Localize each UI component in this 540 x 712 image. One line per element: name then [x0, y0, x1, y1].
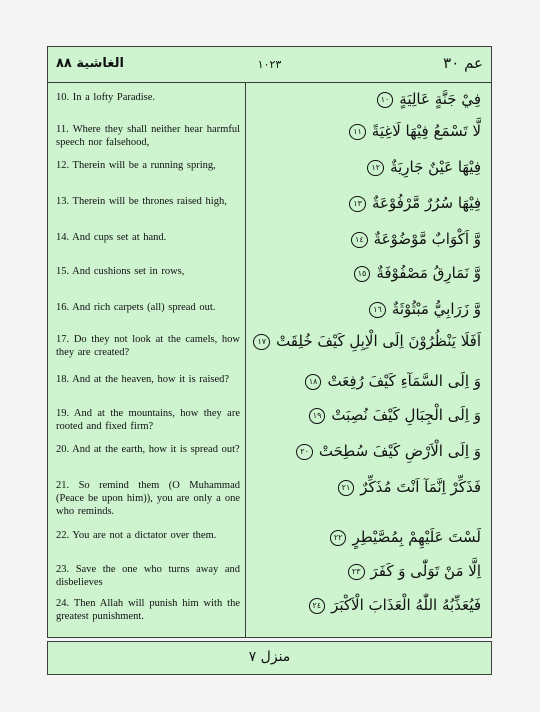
- verse-translation: 15. And cushions set in rows,: [56, 266, 185, 277]
- verse-translation: 20. And at the earth, how it is spread out?: [56, 444, 240, 455]
- verse-end-marker: ١٨: [305, 374, 322, 390]
- verse-translation: 23. Save the one who turns away and disbelieves: [56, 564, 240, 588]
- verse-end-marker: ٢١: [338, 480, 355, 496]
- verse-arabic: [251, 227, 481, 251]
- verse-arabic-text: وَ اِلَى الْاَرْضِ كَيْفَ سُطِحَتْ: [318, 442, 481, 460]
- verse-translation: 24. Then Allah will punish him with the greatest punishment.: [56, 598, 240, 622]
- verse-arabic: [251, 329, 481, 353]
- verse-arabic-text: فَيُعَذِّبُهُ اللّٰهُ الْعَذَابَ الْاَكْبَرَ: [331, 596, 481, 614]
- verse-end-marker: ٢٤: [309, 598, 326, 614]
- verse-translation: 17. Do they not look at the camels, how they are created?: [56, 334, 240, 358]
- verse-arabic-text: وَّ زَرَابِيُّ مَبْثُوْثَةٌ: [391, 300, 481, 318]
- verse-translation: 14. And cups set at hand.: [56, 232, 167, 243]
- verse-translation: 16. And rich carpets (all) spread out.: [56, 302, 216, 313]
- verse-arabic: [251, 369, 481, 393]
- verse-end-marker: ١٥: [354, 266, 371, 282]
- verse-translation: 18. And at the heaven, how it is raised?: [56, 374, 230, 385]
- verse-arabic: [251, 87, 481, 111]
- verse-arabic: [251, 297, 481, 321]
- verse-end-marker: ١٠: [377, 92, 394, 108]
- verse-end-marker: ١١: [349, 124, 366, 140]
- verse-arabic: [251, 593, 481, 617]
- verse-arabic: [251, 261, 481, 285]
- verse-arabic: [251, 475, 481, 499]
- page-footer: [47, 641, 492, 675]
- verse-translation: 11. Where they shall neither hear harmful speech nor falsehood,: [56, 124, 240, 148]
- page-frame: [47, 46, 492, 638]
- verse-arabic-text: لَسْتَ عَلَيْهِمْ بِمُصَّيْطِرٍ: [352, 528, 481, 546]
- verse-arabic: [251, 191, 481, 215]
- verse-translation: 22. You are not a dictator over them.: [56, 530, 217, 541]
- verse-arabic: [251, 559, 481, 583]
- verse-arabic-text: وَّ نَمَارِقُ مَصْفُوْفَةٌ: [376, 264, 481, 282]
- verse-arabic-text: اَفَلَا يَنْظُرُوْنَ اِلَى الْاِبِلِ كَيْفَ خُلِقَتْ: [276, 332, 481, 350]
- verse-end-marker: ١٣: [349, 196, 366, 212]
- verse-arabic-text: فِيْهَا عَيْنٌ جَارِيَةٌ: [390, 158, 481, 176]
- verse-arabic-text: وَّ اَكْوَابٌ مَّوْضُوْعَةٌ: [373, 230, 481, 248]
- verse-end-marker: ٢٢: [330, 530, 347, 546]
- verse-arabic: [251, 403, 481, 427]
- page-header: [48, 47, 491, 83]
- verse-end-marker: ٢٣: [348, 564, 365, 580]
- verse-end-marker: ٢٠: [296, 444, 313, 460]
- verse-arabic-text: وَ اِلَى السَّمَآءِ كَيْفَ رُفِعَتْ: [327, 372, 481, 390]
- verse-arabic: [251, 525, 481, 549]
- verse-end-marker: ١٩: [309, 408, 326, 424]
- verse-arabic-text: فِيْهَا سُرُرٌ مَّرْفُوْعَةٌ: [371, 194, 481, 212]
- manzil-label: منزل ٧: [248, 649, 291, 665]
- verse-end-marker: ١٧: [253, 334, 270, 350]
- verse-arabic: [251, 155, 481, 179]
- verse-end-marker: ١٤: [351, 232, 368, 248]
- verse-translation: 10. In a lofty Paradise.: [56, 92, 156, 103]
- verse-arabic-text: اِلَّا مَنْ تَوَلّٰى وَ كَفَرَ: [370, 562, 481, 580]
- verse-arabic-text: فَذَكِّرْ اِنَّمَآ اَنْتَ مُذَكِّرٌ: [360, 478, 481, 496]
- verse-translation: 19. And at the mountains, how they are rooted and fixed firm?: [56, 408, 240, 432]
- verse-end-marker: ١٢: [367, 160, 384, 176]
- verse-translation: 13. Therein will be thrones raised high,: [56, 196, 227, 207]
- juz-label: عم ٣٠: [443, 54, 483, 72]
- verse-end-marker: ١٦: [369, 302, 386, 318]
- verse-arabic-text: وَ اِلَى الْجِبَالِ كَيْفَ نُصِبَتْ: [331, 406, 481, 424]
- column-divider: [245, 83, 246, 637]
- verse-arabic: [251, 119, 481, 143]
- verse-arabic-text: لَّا تَسْمَعُ فِيْهَا لَاغِيَةً: [371, 122, 481, 140]
- verse-translation: 21. So remind them (O Muhammad (Peace be upon him)), you are only a one who reminds.: [56, 480, 240, 517]
- verse-arabic: [251, 439, 481, 463]
- page-number: ١٠٢٣: [257, 58, 282, 71]
- surah-label: الغاشية ٨٨: [56, 56, 124, 71]
- verse-arabic-text: فِيْ جَنَّةٍ عَالِيَةٍ: [399, 90, 481, 108]
- verse-translation: 12. Therein will be a running spring,: [56, 160, 216, 171]
